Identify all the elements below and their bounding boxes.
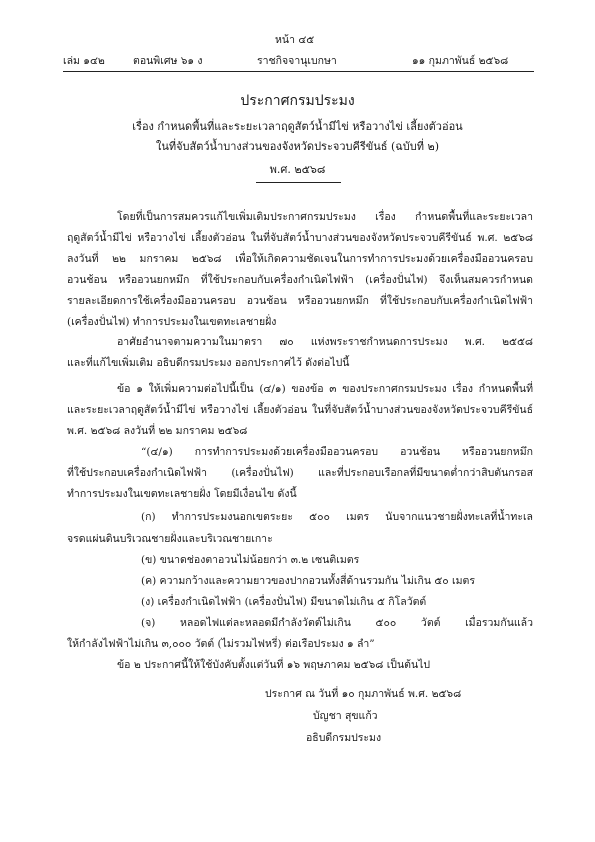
document-title: ประกาศกรมประมง bbox=[240, 93, 355, 109]
item-c: (ค) ความกว้างและความยาวของปากอวนทั้งสี่ด้านรวมกัน ไม่เกิน ๕๐ เมตร bbox=[141, 575, 476, 587]
clause-2: ข้อ ๒ ประกาศนี้ให้ใช้บังคับตั้งแต่วันที่ ๑๖ พฤษภาคม ๒๕๖๘ เป็นต้นไป bbox=[117, 659, 431, 671]
body-line: ฤดูสัตว์น้ำมีไข่ หรือวางไข่ เลี้ยงตัวอ่อน ในที่จับสัตว์น้ำบางส่วนของจังหวัดประจวบคีรีขันธ์ พ.ศ. ๒๕๖๘ bbox=[67, 232, 533, 244]
body-line: โดยที่เป็นการสมควรแก้ไขเพิ่มเติมประกาศกรมประมง เรื่อง กำหนดพื้นที่และระยะเวลา bbox=[117, 211, 533, 223]
body-line: อวนช้อน หรืออวนยกหมึก ที่ใช้ประกอบกับเครื่องกำเนิดไฟฟ้า (เครื่องปั่นไฟ) จึงเห็นสมควรกำหนด bbox=[67, 274, 533, 286]
announcement-date: ประกาศ ณ วันที่ ๑๐ กุมภาพันธ์ พ.ศ. ๒๕๖๘ bbox=[265, 688, 462, 700]
item-a-continued: จรดแผ่นดินบริเวณชายฝั่งและบริเวณชายเกาะ bbox=[67, 533, 273, 545]
special-section: ตอนพิเศษ ๖๑ ง bbox=[133, 55, 203, 67]
subject-line-2: ในที่จับสัตว์น้ำบางส่วนของจังหวัดประจวบคีรีขันธ์ (ฉบับที่ ๒) bbox=[155, 140, 440, 153]
page-number: หน้า ๔๕ bbox=[275, 34, 315, 46]
body-line: พ.ศ. ๒๕๖๘ ลงวันที่ ๒๒ มกราคม ๒๕๖๘ bbox=[67, 425, 248, 437]
body-line: ลงวันที่ ๒๒ มกราคม ๒๕๖๘ เพื่อให้เกิดความชัดเจนในการทำการประมงด้วยเครื่องมืออวนครอบ bbox=[67, 253, 533, 265]
item-e-continued: ให้กำลังไฟฟ้าไม่เกิน ๓,๐๐๐ วัตต์ (ไม่รวมไฟหรี่) ต่อเรือประมง ๑ ลำ” bbox=[67, 638, 375, 650]
gazette-name: ราชกิจจานุเบกษา bbox=[257, 55, 337, 67]
body-line: ที่ใช้ประกอบเครื่องกำเนิดไฟฟ้า (เครื่องปั่นไฟ) และที่ประกอบเรือกลที่มีขนาดต่ำกว่าสิบตันกรอส bbox=[67, 467, 533, 479]
body-line: (เครื่องปั่นไฟ) ทำการประมงในเขตทะเลชายฝั่ง bbox=[67, 316, 277, 328]
title-rule bbox=[256, 182, 341, 183]
item-b: (ข) ขนาดช่องตาอวนไม่น้อยกว่า ๓.๒ เซนติเมตร bbox=[141, 554, 360, 566]
item-e: (จ) หลอดไฟแต่ละหลอดมีกำลังวัตต์ไม่เกิน ๕๐๐ วัตต์ เมื่อรวมกันแล้ว bbox=[141, 617, 533, 629]
signatory-position: อธิบดีกรมประมง bbox=[306, 732, 382, 744]
volume-number: เล่ม ๑๔๒ bbox=[63, 55, 105, 67]
item-a: (ก) ทำการประมงนอกเขตระยะ ๕๐๐ เมตร นับจากแนวชายฝั่งทะเลที่น้ำทะเล bbox=[141, 511, 533, 523]
header-rule bbox=[63, 71, 534, 72]
subject-year: พ.ศ. ๒๕๖๘ bbox=[269, 163, 326, 176]
body-line: รายละเอียดการใช้เครื่องมืออวนครอบ อวนช้อน หรืออวนยกหมึก ที่ใช้ประกอบกับเครื่องกำเนิดไฟฟ้า bbox=[67, 295, 533, 307]
body-line: และที่แก้ไขเพิ่มเติม อธิบดีกรมประมง ออกประกาศไว้ ดังต่อไปนี้ bbox=[67, 357, 350, 369]
body-line: และระยะเวลาฤดูสัตว์น้ำมีไข่ หรือวางไข่ เลี้ยงตัวอ่อน ในที่จับสัตว์น้ำบางส่วนของจังหวัดประจวบคีรีขันธ์ bbox=[67, 404, 533, 416]
signatory-name: บัญชา สุขแก้ว bbox=[313, 710, 378, 722]
body-line: ข้อ ๑ ให้เพิ่มความต่อไปนี้เป็น (๔/๑) ของข้อ ๓ ของประกาศกรมประมง เรื่อง กำหนดพื้นที่ bbox=[117, 383, 533, 395]
body-line: ทำการประมงในเขตทะเลชายฝั่ง โดยมีเงื่อนไข ดังนี้ bbox=[67, 488, 297, 500]
body-line: “(๔/๑) การทำการประมงด้วยเครื่องมืออวนครอบ อวนช้อน หรืออวนยกหมึก bbox=[141, 446, 533, 458]
item-d: (ง) เครื่องกำเนิดไฟฟ้า (เครื่องปั่นไฟ) มีขนาดไม่เกิน ๕ กิโลวัตต์ bbox=[141, 596, 427, 608]
body-line: อาศัยอำนาจตามความในมาตรา ๗๐ แห่งพระราชกำหนดการประมง พ.ศ. ๒๕๕๘ bbox=[117, 336, 533, 348]
gazette-date: ๑๑ กุมภาพันธ์ ๒๕๖๘ bbox=[412, 55, 509, 67]
subject-line-1: เรื่อง กำหนดพื้นที่และระยะเวลาฤดูสัตว์น้ำมีไข่ หรือวางไข่ เลี้ยงตัวอ่อน bbox=[132, 120, 463, 133]
